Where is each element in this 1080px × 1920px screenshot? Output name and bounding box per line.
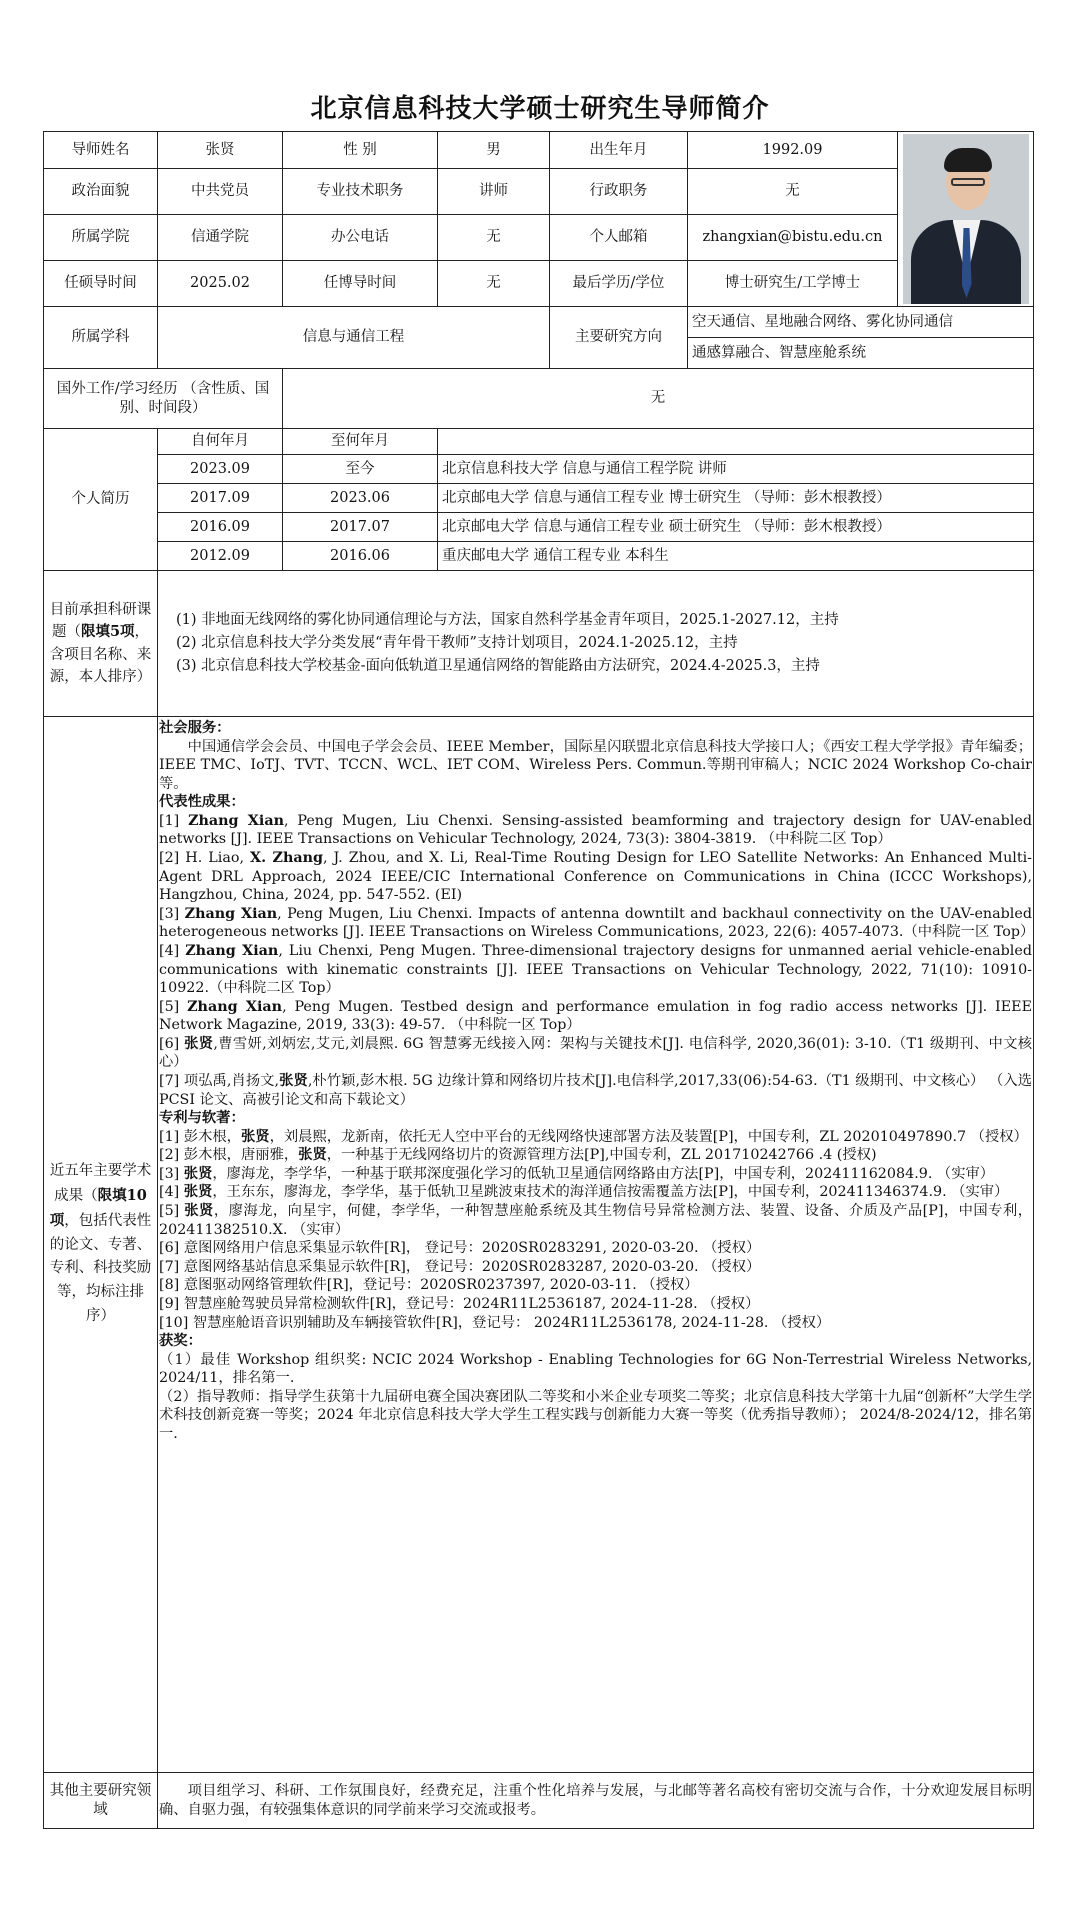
resume-desc: 北京邮电大学 信息与通信工程专业 博士研究生 （导师：彭木根教授） (438, 484, 1034, 513)
projects-list (158, 571, 1034, 717)
name-label: 导师姓名 (44, 132, 158, 169)
achievements-content (158, 717, 1034, 1773)
college-value: 信通学院 (158, 215, 283, 260)
resume-to: 至今 (283, 455, 438, 484)
resume-desc: 重庆邮电大学 通信工程专业 本科生 (438, 542, 1034, 571)
patent-item: [4] 张贤，王东东，廖海龙，李学华，基于低轨卫星跳波束技术的海洋通信按需覆盖方法[P]，中国专利，202411346374.9. （实审） (159, 1184, 1009, 1201)
master-supervisor-label: 任硕导时间 (44, 260, 158, 306)
abroad-label: 国外工作/学习经历 （含性质、国别、时间段） (44, 369, 283, 429)
papers-title: 代表性成果： (159, 794, 245, 811)
portrait-photo (903, 134, 1029, 304)
paper-item: [1] Zhang Xian, Peng Mugen, Liu Chenxi. Sensing-assisted beamforming and trajectory design for UAV-enabled networks [J]. IEEE Transactions on Vehicular Technology, 2024, 73(3): 3804-3819. （中科院二区 Top） (159, 812, 1032, 848)
resume-from-header: 自何年月 (158, 429, 283, 455)
college-label: 所属学院 (44, 215, 158, 260)
admin-label: 行政职务 (550, 169, 688, 215)
patent-item: [8] 意图驱动网络管理软件[R]，登记号：2020SR0237397, 2020-03-11. （授权） (159, 1277, 699, 1294)
paper-item: [6] 张贤,曹雪妍,刘炳宏,艾元,刘晨熙. 6G 智慧雾无线接入网：架构与关键技术[J]. 电信科学, 2020,36(01): 3-10.（T1 级期刊、中文核心） (159, 1035, 1033, 1071)
political-value: 中共党员 (158, 169, 283, 215)
patent-item: [7] 意图网络基站信息采集显示软件[R]， 登记号：2020SR0283287, 2020-03-20. （授权） (159, 1258, 761, 1275)
patent-item: [2] 彭木根，唐丽雅，张贤，一种基于无线网络切片的资源管理方法[P],中国专利，ZL 201710242766 .4 (授权) (159, 1147, 877, 1164)
patent-item: [9] 智慧座舱驾驶员异常检测软件[R]，登记号：2024R11L2536187, 2024-11-28. （授权） (159, 1295, 760, 1312)
birth-label: 出生年月 (550, 132, 688, 169)
paper-item: [3] Zhang Xian, Peng Mugen, Liu Chenxi. Impacts of antenna downtilt and backhaul connectivity on the UAV-enabled heterogeneous networks [J]. IEEE Transactions on Wireless Communications, 2023, 22(6): 4057-4073.（中科院一区 Top） (159, 905, 1035, 941)
profile-table (43, 131, 1034, 1829)
paper-item: [4] Zhang Xian, Liu Chenxi, Peng Mugen. Three-dimensional trajectory designs for unmanned aerial vehicle-enabled communications with kinematic constraints [J]. IEEE Transactions on Vehicular Technology, 2022, 71(10): 10910-10922.（中科院二区 Top） (159, 942, 1032, 997)
patent-item: [1] 彭木根，张贤，刘晨熙，龙新南，依托无人空中平台的无线网络快速部署方法及装置[P]，中国专利，ZL 202010497890.7 （授权） (159, 1128, 1028, 1145)
paper-item: [2] H. Liao, X. Zhang, J. Zhou, and X. Li, Real-Time Routing Design for LEO Satellite Networks: An Enhanced Multi-Agent DRL Approach, 2024 IEEE/CIC International Conference on Communications in China (ICCC Workshops), Hangzhou, China, 2024, pp. 547-552. (EI) (159, 850, 1033, 904)
degree-value: 博士研究生/工学博士 (688, 260, 898, 306)
degree-label: 最后学历/学位 (550, 260, 688, 306)
project-item: (3) 北京信息科技大学校基金-面向低轨道卫星通信网络的智能路由方法研究，2024.4-2025.3，主持 (176, 657, 820, 674)
resume-from: 2017.09 (158, 484, 283, 513)
master-supervisor-value: 2025.02 (158, 260, 283, 306)
resume-desc: 北京邮电大学 信息与通信工程专业 硕士研究生 （导师：彭木根教授） (438, 513, 1034, 542)
resume-to: 2023.06 (283, 484, 438, 513)
gender-value: 男 (438, 132, 550, 169)
patents-title: 专利与软著： (159, 1110, 245, 1127)
project-item: (1) 非地面无线网络的雾化协同通信理论与方法，国家自然科学基金青年项目，2025.1-2027.12，主持 (176, 612, 839, 629)
photo-cell (898, 132, 1034, 307)
resume-to: 2017.07 (283, 513, 438, 542)
awards-title: 获奖： (159, 1333, 202, 1350)
research-line-2: 通感算融合、智慧座舱系统 (692, 345, 866, 361)
resume-from: 2012.09 (158, 542, 283, 571)
phone-value: 无 (438, 215, 550, 260)
abroad-value: 无 (283, 369, 1034, 429)
political-label: 政治面貌 (44, 169, 158, 215)
resume-from: 2016.09 (158, 513, 283, 542)
social-title: 社会服务： (159, 720, 231, 736)
phd-supervisor-value: 无 (438, 260, 550, 306)
discipline-value: 信息与通信工程 (158, 307, 550, 369)
title-label: 专业技术职务 (283, 169, 438, 215)
resume-desc: 北京信息科技大学 信息与通信工程学院 讲师 (438, 455, 1034, 484)
name-value: 张贤 (158, 132, 283, 169)
gender-label: 性 别 (283, 132, 438, 169)
patent-item: [3] 张贤，廖海龙，李学华，一种基于联邦深度强化学习的低轨卫星通信网络路由方法[P]，中国专利，202411162084.9. （实审） (159, 1165, 995, 1182)
award-item: （2）指导教师：指导学生获第十九届研电赛全国决赛团队二等奖和小米企业专项奖二等奖；北京信息科技大学第十九届“创新杯”大学生学术科技创新竞赛一等奖；2024 年北京信息科技大学大学生工程实践与创新能力大赛一等奖（优秀指导教师）； 2024/8-2024/12，排名第一. (159, 1388, 1032, 1442)
resume-to: 2016.06 (283, 542, 438, 571)
achievements-label: 近五年主要学术成果（限填10项，包括代表性的论文、专著、专利、科技奖励等，均标注排序） (44, 717, 158, 1773)
email-label: 个人邮箱 (550, 215, 688, 260)
patent-item: [6] 意图网络用户信息采集显示软件[R]， 登记号：2020SR0283291, 2020-03-20. （授权） (159, 1240, 761, 1257)
phd-supervisor-label: 任博导时间 (283, 260, 438, 306)
other-research-text: 项目组学习、科研、工作氛围良好，经费充足，注重个性化培养与发展，与北邮等著名高校有密切交流与合作，十分欢迎发展目标明确、自驱力强，有较强集体意识的同学前来学习交流或报考。 (158, 1773, 1034, 1829)
projects-label: 目前承担科研课题（限填5项，含项目名称、来源，本人排序） (44, 571, 158, 717)
phone-label: 办公电话 (283, 215, 438, 260)
admin-value: 无 (688, 169, 898, 215)
research-line-1: 空天通信、星地融合网络、雾化协同通信 (688, 307, 1033, 338)
resume-from: 2023.09 (158, 455, 283, 484)
award-item: （1）最佳 Workshop 组织奖: NCIC 2024 Workshop - Enabling Technologies for 6G Non-Terrestrial Wireless Networks, 2024/11，排名第一. (159, 1351, 1032, 1387)
email-value: zhangxian@bistu.edu.cn (688, 215, 898, 260)
birth-value: 1992.09 (688, 132, 898, 169)
resume-to-header: 至何年月 (283, 429, 438, 455)
title-value: 讲师 (438, 169, 550, 215)
discipline-label: 所属学科 (44, 307, 158, 369)
paper-item: [5] Zhang Xian, Peng Mugen. Testbed design and performance emulation in fog radio access networks [J]. IEEE Network Magazine, 2019, 33(3): 49-57. （中科院一区 Top） (159, 998, 1033, 1034)
research-label: 主要研究方向 (550, 307, 688, 369)
project-item: (2) 北京信息科技大学分类发展“青年骨干教师”支持计划项目，2024.1-2025.12，主持 (176, 635, 738, 652)
page-title: 北京信息科技大学硕士研究生导师简介 (310, 94, 770, 124)
social-text: 中国通信学会会员、中国电子学会会员、IEEE Member，国际星闪联盟北京信息科技大学接口人；《西安工程大学学报》青年编委；IEEE TMC、IoTJ、TVT、TCCN、WCL、IET COM、Wireless Pers. Commun.等期刊审稿人；NCIC 2024 Workshop Co-chair 等。 (159, 738, 1032, 792)
paper-item: [7] 项弘禹,肖扬文,张贤,朴竹颖,彭木根. 5G 边缘计算和网络切片技术[J].电信科学,2017,33(06):54-63.（T1 级期刊、中文核心） （入选 PCSI 论文、高被引论文和高下载论文） (159, 1072, 1032, 1108)
patent-item: [5] 张贤，廖海龙，向星宇，何健，李学华，一种智慧座舱系统及其生物信号异常检测方法、装置、设备、介质及产品[P]，中国专利，202411382510.X. （实审） (159, 1203, 1033, 1238)
patent-item: [10] 智慧座舱语音识别辅助及车辆接管软件[R]，登记号： 2024R11L2536178, 2024-11-28. （授权） (159, 1314, 831, 1331)
resume-label: 个人简历 (44, 429, 158, 571)
other-research-label: 其他主要研究领域 (44, 1773, 158, 1829)
research-value (688, 307, 1034, 369)
